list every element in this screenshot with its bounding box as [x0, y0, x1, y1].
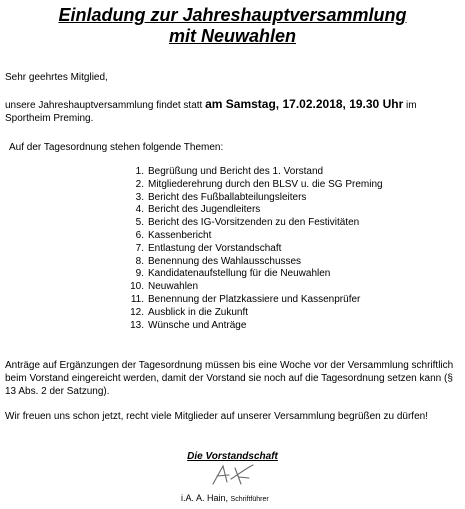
agenda-item-text: Begrüßung und Bericht des 1. Vorstand: [148, 166, 324, 177]
agenda-item-text: Benennung der Platzkassiere und Kassenprüfer: [148, 293, 361, 305]
agenda-item-text: Kassenbericht: [148, 229, 212, 241]
agenda-item-number: 8.: [135, 255, 144, 267]
agenda-item-number: 10.: [130, 281, 144, 293]
agenda-item-number: 7.: [135, 242, 144, 254]
agenda-item: [120, 204, 383, 217]
agenda-item-number: 5.: [135, 217, 144, 229]
intro-text-after: im Sportheim Preming.: [5, 100, 417, 124]
agenda-item: [120, 256, 383, 269]
agenda-item: [120, 307, 383, 320]
agenda-intro: Auf der Tagesordnung stehen folgende Themen:: [9, 142, 224, 153]
closing-paragraph: Wir freuen uns schon jetzt, recht viele Mitglieder auf unserer Versammlung begrüßen zu dürfen!: [5, 411, 428, 422]
agenda-item: [120, 320, 383, 333]
salutation: Sehr geehrtes Mitglied,: [5, 72, 108, 83]
agenda-item-number: 4.: [135, 204, 144, 216]
agenda-item-number: 12.: [130, 306, 144, 318]
agenda-item-number: 11.: [130, 293, 144, 305]
handwritten-signature: [205, 460, 265, 488]
agenda-item-number: 6.: [135, 229, 144, 241]
agenda-item: [120, 230, 383, 243]
agenda-item-text: Bericht des IG-Vorsitzenden zu den Festivitäten: [148, 217, 360, 229]
agenda-item: [120, 192, 383, 205]
agenda-list: [120, 166, 383, 332]
agenda-item-text: Bericht des Jugendleiters: [148, 204, 261, 216]
agenda-item-text: Wünsche und Anträge: [148, 319, 247, 331]
agenda-item: [120, 294, 383, 307]
agenda-item: [120, 179, 383, 192]
agenda-item-text: Ausblick in die Zukunft: [148, 306, 249, 318]
agenda-item-text: Kandidatenaufstellung für die Neuwahlen: [148, 268, 331, 280]
agenda-item-text: Benennung des Wahlausschusses: [148, 255, 302, 267]
agenda-item: [120, 166, 383, 179]
agenda-item-number: 1.: [135, 166, 144, 177]
agenda-item: [120, 281, 383, 294]
agenda-item-text: Neuwahlen: [148, 281, 199, 293]
agenda-item: [120, 217, 383, 230]
document-title-line-1: Einladung zur Jahreshauptversammlung: [58, 5, 407, 25]
document-title-line-2: mit Neuwahlen: [168, 26, 297, 46]
agenda-item-text: Bericht des Fußballabteilungsleiters: [148, 191, 307, 203]
meeting-date-time: am Samstag, 17.02.2018, 19.30 Uhr: [205, 97, 404, 111]
agenda-item-text: Mitgliederehrung durch den BLSV u. die SG Preming: [148, 178, 383, 190]
signer-role: Schriftführer: [230, 496, 269, 503]
agenda-item-number: 3.: [135, 191, 144, 203]
agenda-item-text: Entlastung der Vorstandschaft: [148, 242, 282, 254]
agenda-item-number: 9.: [135, 268, 144, 280]
agenda-item: [120, 243, 383, 256]
signer-line: [181, 493, 269, 503]
board-signature-heading: Die Vorstandschaft: [187, 451, 278, 462]
agenda-item: [120, 268, 383, 281]
signer-name: i.A. A. Hain,: [181, 493, 229, 503]
agenda-item-number: 13.: [130, 319, 144, 331]
agenda-item-number: 2.: [135, 178, 144, 190]
intro-text-before: unsere Jahreshauptversammlung findet statt: [5, 100, 206, 111]
motions-paragraph: Anträge auf Ergänzungen der Tagesordnung müssen bis eine Woche vor der Versammlung schriftlich beim Vorstand eingereicht werden, damit der Vorstand sie noch auf die Tagesordnung setzen kann (§ 13 Abs. 2 der Satzung).: [5, 360, 454, 397]
intro-paragraph: [5, 98, 457, 125]
